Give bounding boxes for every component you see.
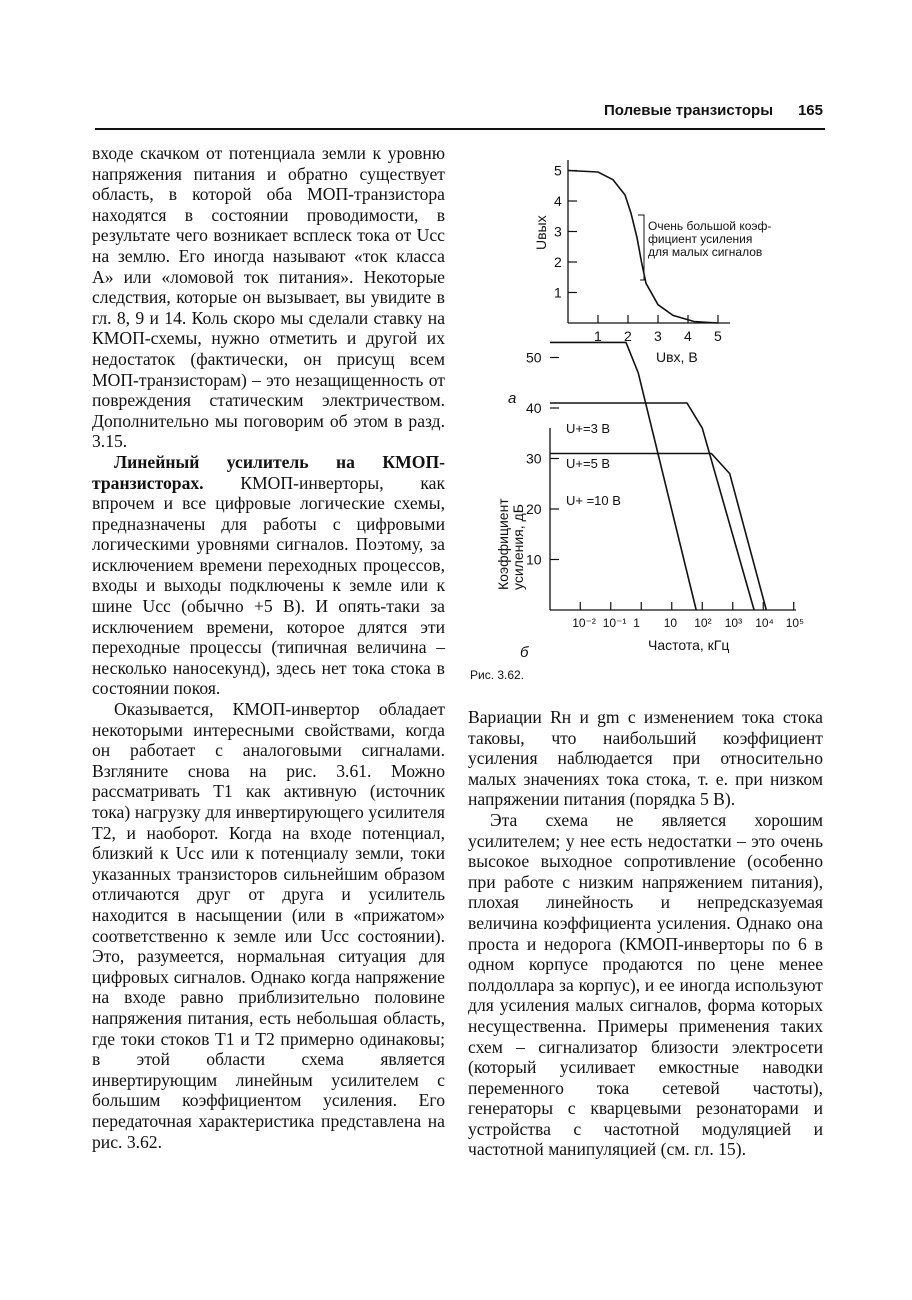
section-paragraph <box>92 452 445 699</box>
series-label: U+ =10 В <box>566 493 621 508</box>
y-tick-label-a: 2 <box>554 254 562 270</box>
x-axis-label-b: Частота, кГц <box>648 637 730 653</box>
annotation-line-2: фициент усиления <box>648 232 753 246</box>
paragraph: Эта схема не является хорошим усилителем; у нее есть недостатки – это очень высокое выходное сопротивление (особенно при работе с низким напряжением питания), плохая линейность и непредсказуемая величина коэффициента усиления. Однако она проста и недорога (КМОП-инверторы по 6 в одном корпусе продаются по цене менее полдоллара за корпус), и ее иногда используют для усиления малых сигналов, форма которых несущественна. Примеры применения таких схем – сигнализатор близости электросети (который усиливает емкостные наводки переменного тока сетевой частоты), генераторы с кварцевыми резонаторами и устройства с частотной модуляцией и частотной манипуляцией (см. гл. 15). <box>468 809 823 1160</box>
left-column <box>92 143 445 1152</box>
figure-caption: Рис. 3.62. <box>470 668 525 682</box>
running-header <box>95 100 825 130</box>
section-heading: Линейный усилитель на КМОП-транзисторах. <box>92 451 445 493</box>
y-axis-label-a: Uвых <box>533 215 549 250</box>
gain-curve <box>550 454 766 611</box>
x-tick-label-b: 10⁴ <box>755 616 774 630</box>
x-tick-label-b: 10² <box>694 616 712 630</box>
series-label: U+=5 В <box>566 456 611 471</box>
annotation-line-3: для малых сигналов <box>648 245 763 259</box>
y-tick-label-a: 3 <box>554 223 562 240</box>
x-tick-label-a: 4 <box>684 328 692 344</box>
paragraph: входе скачком от потенциала земли к уровню напряжения питания и обратно существует область, в которой оба МОП-транзистора находятся в состоянии проводимости, в результате чего возникает всплеск тока от Ucc на землю. Его иногда называют «ток класса А» или «ломовой ток питания». Некоторые следствия, которые он вызывает, вы увидите в гл. 8, 9 и 14. Коль скоро мы сделали ставку на КМОП-схемы, нужно отметить и другой их недостаток (фактически, он присущ всем МОП-транзисторам) – это незащищенность от повреждения статическим электричеством. Дополнительно мы поговорим об этом в разд. 3.15. <box>92 143 445 452</box>
paragraph: Вариации Rн и gm с изменением тока стока таковы, что наибольший коэффициент усиления наблюдается при относительно малых значениях тока стока, т. е. при низком напряжении питания (порядка 5 В). <box>468 707 823 810</box>
page-number: 165 <box>797 102 823 119</box>
y-tick-label-b: 10 <box>526 551 542 568</box>
y-tick-label-b: 30 <box>526 450 542 467</box>
x-tick-label-a: 3 <box>654 328 662 344</box>
panel-label-b: б <box>520 644 529 661</box>
chart-b <box>495 342 804 661</box>
x-tick-label-b: 10 <box>663 616 678 630</box>
section-text: КМОП-инверторы, как впрочем и все цифровые логические схемы, предназначены для работы с цифровыми логическими уровнями сигналов. Поэтому, за исключением времени переходных процессов, входы и выходы подключены к земле или к шине Ucc (обычно +5 В). И опять-таки за исключением времени, которое длятся эти переходные процессы (типичная величина – несколько наносекунд), здесь нет тока стока в состоянии покоя. <box>92 472 445 699</box>
gain-curve <box>550 342 696 610</box>
x-tick-label-b: 1 <box>633 616 640 630</box>
x-tick-label-a: 2 <box>624 328 632 344</box>
figure-3-62 <box>480 150 820 670</box>
x-tick-label-a: 5 <box>714 328 722 344</box>
y-axis-label-b-line1: Коэффициент <box>495 498 511 590</box>
y-tick-label-b: 40 <box>526 400 542 416</box>
x-tick-label-a: 1 <box>594 328 602 344</box>
y-tick-label-a: 4 <box>554 193 562 209</box>
panel-label-a: а <box>508 390 517 407</box>
x-tick-label-b: 10⁻² <box>572 616 596 630</box>
y-tick-label-a: 5 <box>554 162 562 179</box>
y-axis-label-b-line2: усиления, дБ <box>510 504 526 590</box>
x-tick-label-b: 10³ <box>724 616 743 630</box>
annotation-line-1: Очень большой коэф- <box>648 219 772 233</box>
right-column <box>468 707 823 1160</box>
chart-a <box>508 160 771 407</box>
y-tick-label-b: 20 <box>526 501 542 517</box>
x-tick-label-b: 10⁻¹ <box>602 616 627 630</box>
running-title: Полевые транзисторы <box>604 102 773 119</box>
x-axis-label-a: Uвх, В <box>656 349 698 365</box>
x-tick-label-b: 10⁵ <box>785 616 805 630</box>
y-tick-label-b: 50 <box>526 349 542 366</box>
y-tick-label-a: 1 <box>554 284 562 301</box>
paragraph: Оказывается, КМОП-инвертор обладает некоторыми интересными свойствами, когда он работает с аналоговыми сигналами. Взгляните снова на рис. 3.61. Можно рассматривать T1 как активную (источник тока) нагрузку для инвертирующего усилителя T2, и наоборот. Когда на входе потенциал, близкий к Ucc или к потенциалу земли, токи указанных транзисторов сильнейшим образом отличаются друг от друга и усилитель находится в насыщении (или в «прижатом» соответственно к земле или Ucc состоянии). Это, разумеется, нормальная ситуация для цифровых сигналов. Однако когда напряжение на входе равно приблизительно половине напряжения питания, есть небольшая область, где токи стоков T1 и T2 примерно одинаковы; в этой области схема является инвертирующим линейным усилителем с большим коэффициентом усиления. Его передаточная характеристика представлена на рис. 3.62. <box>92 699 445 1152</box>
series-label: U+=3 В <box>566 421 611 436</box>
